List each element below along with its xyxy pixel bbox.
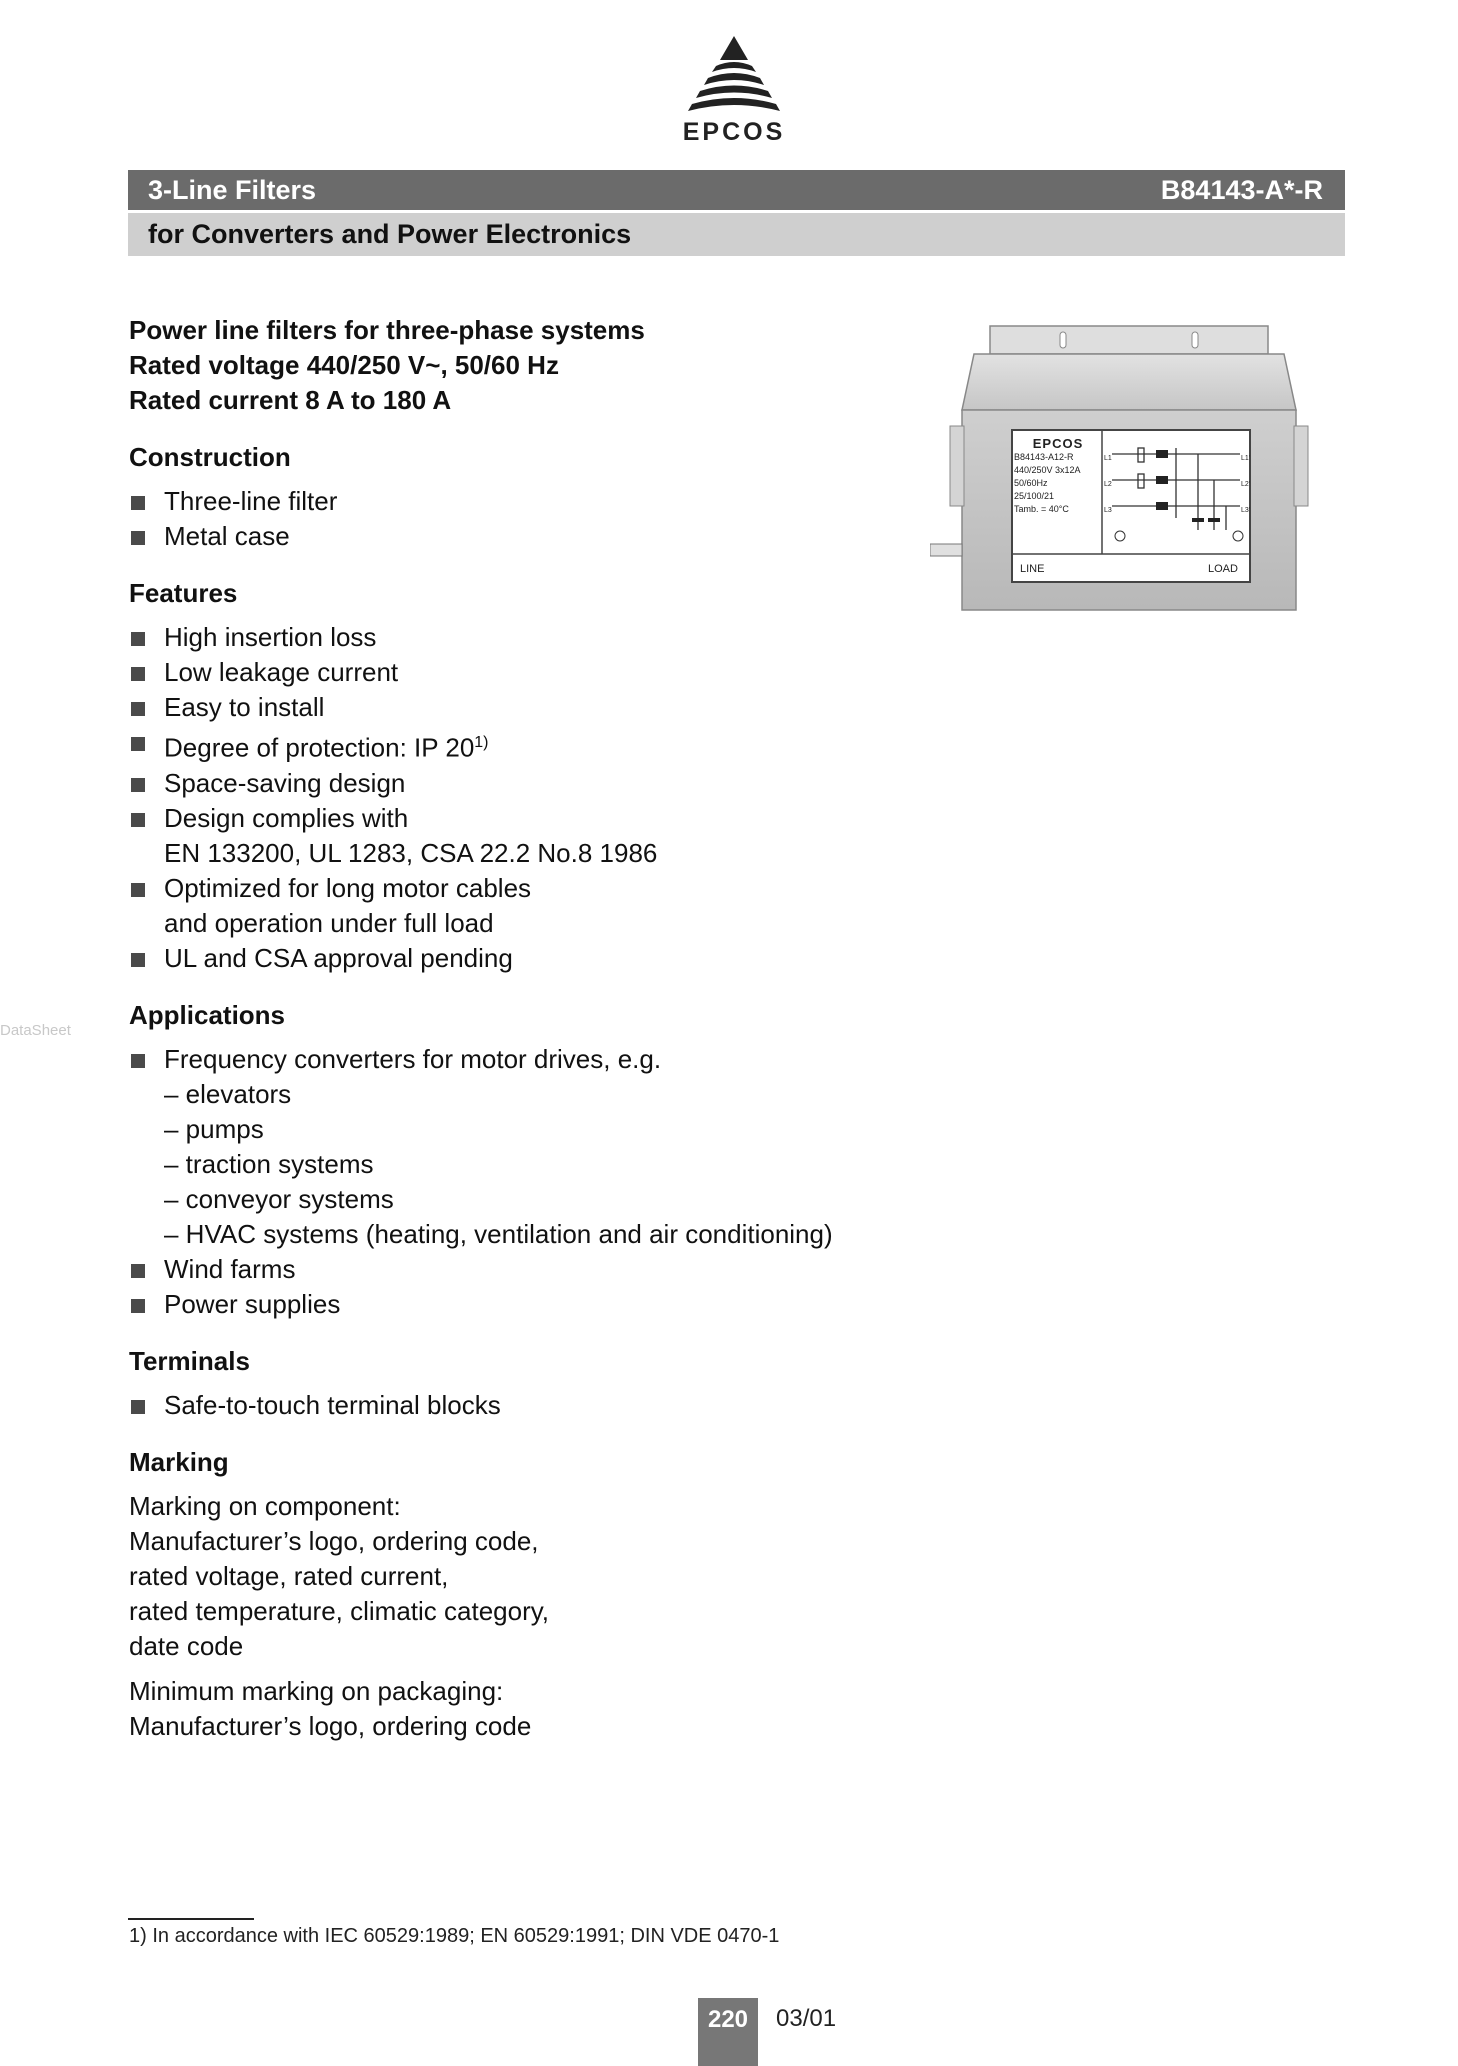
bullet-icon — [131, 953, 145, 967]
epcos-logo — [664, 34, 804, 146]
label-outputs — [1241, 446, 1250, 524]
label-line: Tamb. = 40°C — [1014, 504, 1069, 514]
bullet-icon — [131, 667, 145, 681]
list-item: Low leakage current — [129, 655, 929, 690]
section-heading-terminals: Terminals — [129, 1345, 250, 1376]
list-item: Safe-to-touch terminal blocks — [129, 1388, 929, 1423]
list-item: Design complies with EN 133200, UL 1283, CSA 22.2 No.8 1986 — [129, 801, 929, 871]
sub-list-item: – pumps — [164, 1113, 264, 1144]
page-title: 3-Line Filters — [148, 175, 317, 205]
bullet-icon — [131, 883, 145, 897]
bullet-icon — [131, 1264, 145, 1278]
bullet-icon — [131, 632, 145, 646]
bullet-icon — [131, 496, 145, 510]
terminal-label: L1' — [1241, 455, 1251, 462]
issue-date: 03/01 — [776, 2005, 837, 2032]
footnote-ref: 1) — [474, 734, 489, 751]
epcos-triangle-icon — [686, 34, 782, 116]
terminal-label: L2 — [1104, 481, 1112, 488]
bullet-icon — [131, 737, 145, 751]
sub-list-item: – conveyor systems — [164, 1183, 394, 1214]
list-item: Optimized for long motor cables and operation under full load — [129, 871, 929, 941]
list-item: Degree of protection: IP 20$^{1)}$ — [129, 725, 929, 766]
list-item: Three-line filter — [129, 484, 929, 519]
footnote-divider — [128, 1918, 254, 1920]
label-line: B84143-A12-R — [1014, 452, 1074, 462]
label-line: 50/60Hz — [1014, 478, 1048, 488]
page-subtitle: for Converters and Power Electronics — [148, 219, 632, 249]
bullet-icon — [131, 1299, 145, 1313]
subtitle-bar — [128, 213, 1345, 256]
list-item: Metal case — [129, 519, 929, 554]
intro-line: Rated current 8 A to 180 A — [129, 385, 452, 415]
product-image — [930, 322, 1330, 627]
applications-list — [129, 1042, 929, 1322]
list-item: UL and CSA approval pending — [129, 941, 929, 976]
list-item: Space-saving design — [129, 766, 929, 801]
filter-illustration — [930, 322, 1330, 622]
page-number-box — [698, 1998, 758, 2066]
bullet-icon — [131, 1054, 145, 1068]
label-brand: EPCOS — [1032, 436, 1084, 451]
sub-list-item: – elevators — [164, 1078, 292, 1109]
intro-line: Rated voltage 440/250 V~, 50/60 Hz — [129, 350, 559, 380]
section-heading-features: Features — [129, 578, 238, 608]
sub-list-item: – HVAC systems (heating, ventilation and air conditioning) — [164, 1218, 833, 1249]
list-item: High insertion loss — [129, 620, 929, 655]
packaging-paragraph: Minimum marking on packaging: Manufacturer’s logo, ordering code — [129, 1675, 532, 1741]
marking-paragraph: Marking on component: Manufacturer’s logo, ordering code, rated voltage, rated current, rated temperature, climatic category, date code — [129, 1490, 550, 1661]
bullet-icon — [131, 1400, 145, 1414]
bullet-icon — [131, 778, 145, 792]
label-line-text: LINE — [1020, 563, 1045, 575]
label-line: 25/100/21 — [1014, 491, 1055, 501]
label-line: 440/250V 3x12A — [1014, 465, 1081, 475]
bullet-icon — [131, 531, 145, 545]
intro-line: Power line filters for three-phase systems — [129, 315, 645, 345]
logo-text: EPCOS — [682, 118, 786, 146]
terminal-label: L3 — [1104, 507, 1112, 514]
list-item: Easy to install — [129, 690, 929, 725]
page-number: 220 — [707, 2006, 749, 2033]
section-heading-applications: Applications — [129, 999, 286, 1030]
terminal-label: L2' — [1241, 481, 1251, 488]
watermark: DataSheet — [0, 1022, 71, 1039]
terminals-list — [129, 1388, 929, 1423]
terminal-label: L3' — [1241, 507, 1251, 514]
features-list — [129, 620, 929, 976]
label-load-text: LOAD — [1208, 563, 1238, 575]
product-label-text — [1014, 436, 1102, 516]
list-item: Power supplies — [129, 1287, 929, 1322]
part-number: B84143-A*-R — [1160, 175, 1323, 205]
construction-list — [129, 484, 929, 554]
bullet-icon — [131, 702, 145, 716]
section-heading-marking: Marking — [129, 1446, 229, 1477]
bullet-icon — [131, 813, 145, 827]
list-item: Frequency converters for motor drives, e.g. — [129, 1042, 929, 1077]
intro-block — [129, 313, 929, 418]
footnote: 1) In accordance with IEC 60529:1989; EN 60529:1991; DIN VDE 0470-1 — [129, 1925, 780, 1947]
section-heading-construction: Construction — [129, 442, 291, 472]
list-item: Wind farms — [129, 1252, 929, 1287]
main-content — [129, 313, 929, 1754]
sub-list-item: – traction systems — [164, 1148, 374, 1179]
terminal-label: L1 — [1104, 455, 1112, 462]
label-inputs — [1104, 446, 1112, 524]
title-bar — [128, 170, 1345, 210]
